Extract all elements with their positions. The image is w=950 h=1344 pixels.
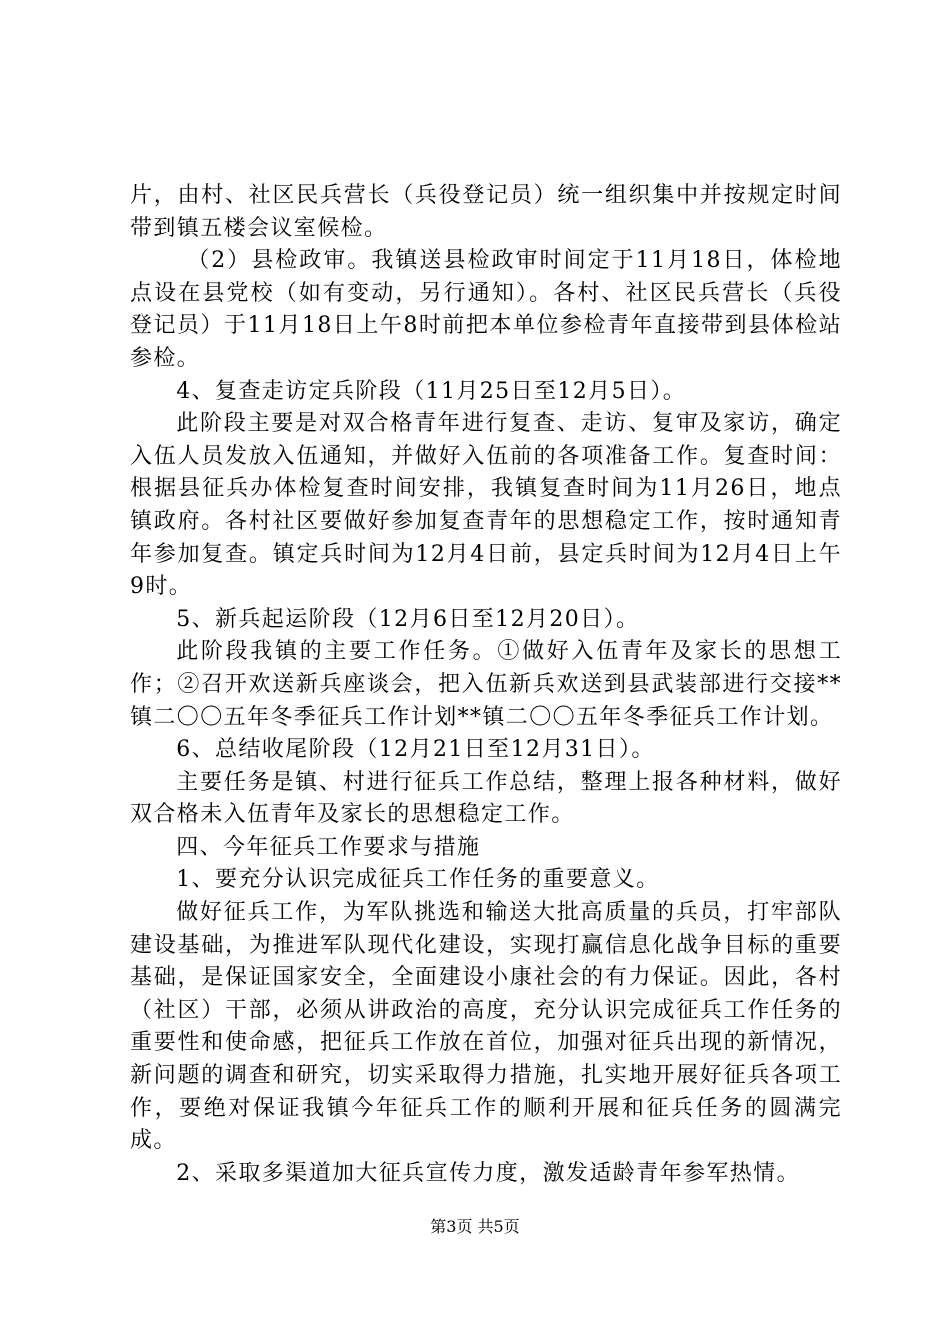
paragraph-stage-6: 主要任务是镇、村进行征兵工作总结，整理上报各种材料，做好双合格未入伍青年及家长的思想稳定工作。 xyxy=(130,769,842,828)
paragraph-item-1: 做好征兵工作，为军队挑选和输送大批高质量的兵员，打牢部队建设基础，为推进军队现代化建设，实现打赢信息化战争目标的重要基础，是保证国家安全，全面建设小康社会的有力保证。因此，各村（社区）干部，必须从讲政治的高度，充分认识完成征兵工作任务的重要性和使命感，把征兵工作放在首位，加强对征兵出现的新情况，新问题的调查和研究，切实采取得力措施，扎实地开展好征兵各项工作，要绝对保证我镇今年征兵工作的顺利开展和征兵任务的圆满完成。 xyxy=(130,900,842,1154)
heading-section-4: 四、今年征兵工作要求与措施 xyxy=(176,834,481,860)
heading-item-2: 2、采取多渠道加大征兵宣传力度，激发适龄青年参军热情。 xyxy=(176,1160,800,1186)
page-number-footer: 第3页 共5页 xyxy=(430,1217,520,1236)
paragraph-continuation: 片，由村、社区民兵营长（兵役登记员）统一组织集中并按规定时间带到镇五楼会议室候检。 xyxy=(130,183,842,241)
document-body xyxy=(130,180,842,1190)
paragraph-county-review: （2）县检政审。我镇送县检政审时间定于11月18日，体检地点设在县党校（如有变动，另行通知）。各村、社区民兵营长（兵役登记员）于11月18日上午8时前把本单位参检青年直接带到县体检站参检。 xyxy=(130,248,842,371)
heading-stage-5: 5、新兵起运阶段（12月6日至12月20日）。 xyxy=(176,606,640,632)
paragraph-stage-4: 此阶段主要是对双合格青年进行复查、走访、复审及家访，确定入伍人员发放入伍通知，并做好入伍前的各项准备工作。复查时间：根据县征兵办体检复查时间安排，我镇复查时间为11月26日，地点镇政府。各村社区要做好参加复查青年的思想稳定工作，按时通知青年参加复查。镇定兵时间为12月4日前，县定兵时间为12月4日上午9时。 xyxy=(130,411,842,600)
heading-item-1: 1、要充分认识完成征兵工作任务的重要意义。 xyxy=(176,867,660,893)
heading-stage-4: 4、复查走访定兵阶段（11月25日至12月5日）。 xyxy=(176,378,687,404)
paragraph-stage-5: 此阶段我镇的主要工作任务。①做好入伍青年及家长的思想工作；②召开欢送新兵座谈会，把入伍新兵欢送到县武装部进行交接**镇二〇〇五年冬季征兵工作计划**镇二〇〇五年冬季征兵工作计划。 xyxy=(130,639,842,730)
heading-stage-6: 6、总结收尾阶段（12月21日至12月31日）。 xyxy=(176,737,655,763)
